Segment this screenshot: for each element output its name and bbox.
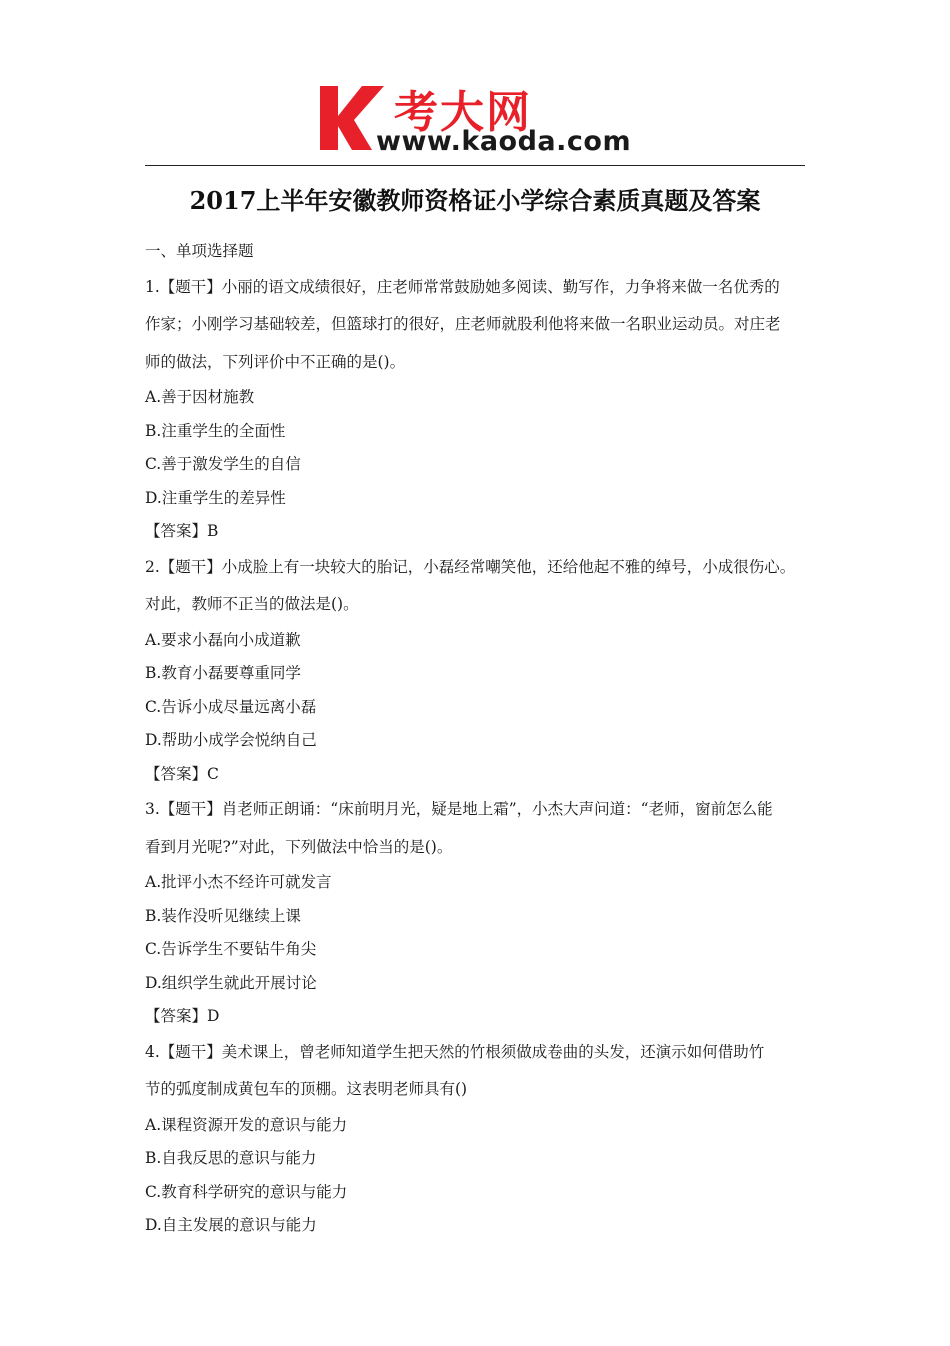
document-body (145, 235, 825, 1243)
option-d: D.帮助小成学会悦纳自己 (145, 731, 317, 749)
option-a: A.课程资源开发的意识与能力 (145, 1115, 348, 1134)
question-stem (145, 549, 825, 624)
question-4 (145, 1034, 825, 1243)
option-d: D.自主发展的意识与能力 (145, 1216, 317, 1234)
kaoda-logo (316, 80, 646, 160)
option-c: C.告诉小成尽量远离小磊 (145, 697, 317, 716)
stem-line: 作家；小刚学习基础较差，但篮球打的很好，庄老师就股利他将来做一名职业运动员。对庄老 (145, 315, 781, 333)
option-a: A.批评小杰不经许可就发言 (145, 873, 332, 891)
option-c: C.善于激发学生的自信 (145, 455, 301, 473)
option-c: C.告诉学生不要钻牛角尖 (145, 940, 317, 958)
stem-line: 看到月光呢?”对此，下列做法中恰当的是()。 (145, 837, 453, 856)
stem-line: 4.【题干】美术课上，曾老师知道学生把天然的竹根须做成卷曲的头发，还演示如何借助竹 (145, 1042, 765, 1061)
stem-line: 对此，教师不正当的做法是()。 (145, 595, 359, 613)
option-a: A.要求小磊向小成道歉 (145, 630, 301, 649)
question-stem (145, 1034, 825, 1109)
stem-line: 3.【题干】肖老师正朗诵：“床前明月光，疑是地上霜”，小杰大声问道：“老师，窗前怎么能 (145, 800, 773, 818)
question-2 (145, 549, 825, 792)
option-d: D.注重学生的差异性 (145, 488, 286, 507)
question-stem (145, 269, 825, 382)
option-b: B.装作没听见继续上课 (145, 906, 301, 925)
option-b: B.注重学生的全面性 (145, 421, 286, 440)
question-stem (145, 791, 825, 866)
question-1 (145, 269, 825, 549)
question-3 (145, 791, 825, 1034)
option-a: A.善于因材施教 (145, 388, 255, 406)
answer: 【答案】B (145, 522, 219, 540)
stem-line: 师的做法，下列评价中不正确的是()。 (145, 352, 406, 371)
stem-line: 2.【题干】小成脸上有一块较大的胎记，小磊经常嘲笑他，还给他起不雅的绰号，小成很伤心。 (145, 557, 796, 576)
logo-brand-text: 考大网 (394, 87, 532, 138)
logo-url-text: www.kaoda.com (376, 126, 632, 157)
option-c: C.教育科学研究的意识与能力 (145, 1182, 348, 1201)
option-b: B.教育小磊要尊重同学 (145, 664, 301, 682)
answer: 【答案】C (145, 764, 219, 783)
stem-line: 1.【题干】小丽的语文成绩很好，庄老师常常鼓励她多阅读、勤写作，力争将来做一名优秀的 (145, 277, 780, 296)
stem-line: 节的弧度制成黄包车的顶棚。这表明老师具有() (145, 1080, 468, 1098)
header-divider (145, 165, 805, 166)
answer: 【答案】D (145, 1007, 220, 1025)
section-heading: 一、单项选择题 (145, 242, 254, 260)
option-d: D.组织学生就此开展讨论 (145, 973, 317, 992)
option-b: B.自我反思的意识与能力 (145, 1149, 317, 1167)
document-title: 2017上半年安徽教师资格证小学综合素质真题及答案 (189, 186, 761, 215)
